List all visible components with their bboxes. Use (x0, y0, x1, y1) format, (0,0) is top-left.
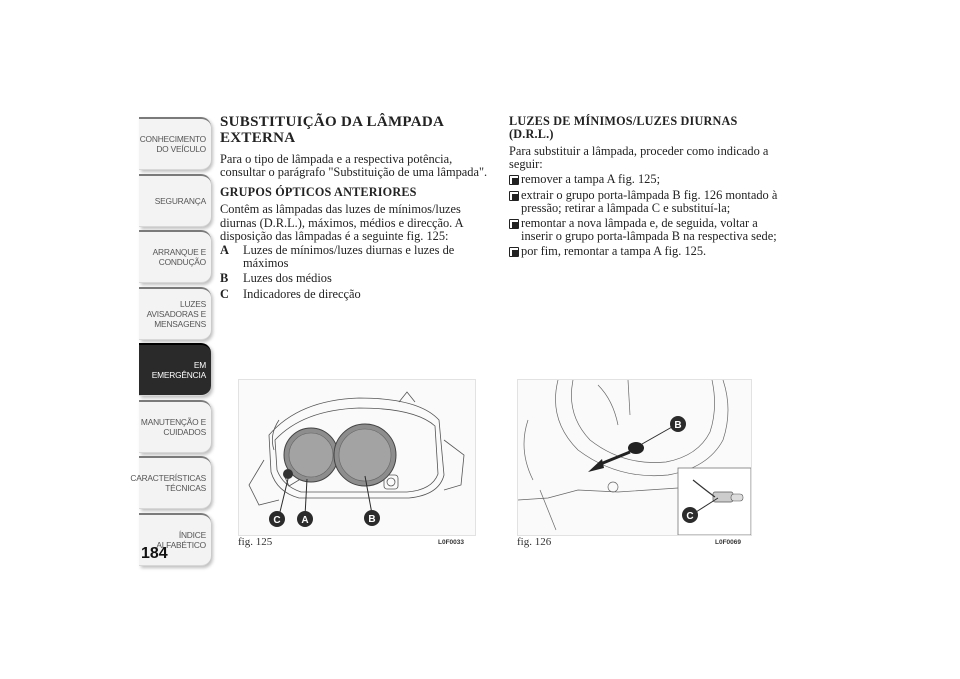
intro-paragraph: Para o tipo de lâmpada e a respectiva potência, consultar o parágrafo "Substituição de uma lâmpada". (220, 152, 488, 180)
step-item (509, 189, 779, 215)
figure-125 (238, 379, 476, 536)
right-column (509, 115, 779, 261)
callout-a-marker (297, 511, 313, 527)
tab-conhecimento[interactable] (139, 117, 211, 170)
tab-label: CARACTERÍSTICAS TÉCNICAS (130, 473, 206, 493)
step-item (509, 245, 779, 258)
tab-arranque[interactable] (139, 230, 211, 283)
item-text: Luzes dos médios (243, 271, 332, 286)
tab-seguranca[interactable] (139, 174, 211, 227)
callout-b-marker (364, 510, 380, 526)
intro-paragraph: Para substituir a lâmpada, proceder como indicado a seguir: (509, 144, 769, 172)
tab-emergencia[interactable] (139, 343, 211, 396)
section-title: SUBSTITUIÇÃO DA LÂMPADA EXTERNA (220, 114, 444, 146)
tab-luzes[interactable] (139, 287, 211, 340)
list-item (220, 244, 488, 270)
figure-125-code: L0F0033 (438, 539, 465, 546)
body-paragraph: Contêm as lâmpadas das luzes de mínimos/luzes diurnas (D.R.L.), máximos, médios e direcção. A disposição das lâmpadas é a seguinte fig. 125: (220, 202, 463, 243)
lamp-holder-illustration (518, 380, 751, 535)
svg-text:C: C (686, 511, 694, 522)
checkbox-bullet-icon (509, 191, 519, 201)
svg-text:B: B (674, 420, 682, 431)
item-key: A (220, 243, 229, 258)
step-text: extrair o grupo porta-lâmpada B fig. 126 montado à pressão; retirar a lâmpada C e substituí-la; (521, 187, 778, 215)
page-number: 184 (141, 545, 168, 562)
list-item (220, 272, 488, 285)
step-item (509, 217, 779, 243)
figure-125-caption: fig. 125 (238, 536, 273, 548)
tab-label: SEGURANÇA (154, 195, 206, 206)
tab-label: LUZES AVISADORAS E MENSAGENS (146, 298, 206, 329)
chapter-tabs (130, 117, 211, 569)
figure-126 (517, 379, 752, 536)
item-key: B (220, 271, 229, 286)
tab-label: ARRANQUE E CONDUÇÃO (152, 247, 206, 267)
checkbox-bullet-icon (509, 247, 519, 257)
tab-manutencao[interactable] (139, 400, 211, 453)
subsection-title: LUZES DE MÍNIMOS/LUZES DIURNAS (D.R.L.) (509, 114, 738, 141)
subsection-title: GRUPOS ÓPTICOS ANTERIORES (220, 185, 417, 200)
checkbox-bullet-icon (509, 175, 519, 185)
callout-c-marker (682, 507, 698, 523)
checkbox-bullet-icon (509, 219, 519, 229)
callout-b-marker (670, 416, 686, 432)
step-text: remontar a nova lâmpada e, de seguida, voltar a inserir o grupo porta-lâmpada B na respectiva sede; (521, 216, 777, 244)
svg-text:B: B (368, 514, 376, 525)
tab-caracteristicas[interactable] (130, 456, 211, 509)
figure-126-caption: fig. 126 (517, 536, 552, 548)
item-key: C (220, 286, 229, 301)
tab-label: CONHECIMENTO DO VEÍCULO (139, 134, 206, 154)
left-column (220, 115, 488, 303)
tab-label: EM EMERGÊNCIA (151, 360, 206, 380)
tab-label: ÍNDICE ALFABÉTICO (156, 529, 206, 550)
tab-label: MANUTENÇÃO E CUIDADOS (140, 416, 206, 437)
item-text: Indicadores de direcção (243, 286, 361, 301)
step-text: remover a tampa A fig. 125; (521, 172, 661, 187)
callout-c-marker (269, 511, 285, 527)
headlamp-illustration (239, 380, 475, 535)
item-text: Luzes de mínimos/luzes diurnas e luzes de máximos (243, 243, 455, 271)
step-item (509, 173, 779, 186)
figure-126-code: L0F0069 (715, 539, 742, 546)
step-text: por fim, remontar a tampa A fig. 125. (521, 244, 707, 259)
list-item (220, 288, 488, 301)
svg-text:C: C (273, 515, 281, 526)
svg-text:A: A (301, 515, 309, 526)
